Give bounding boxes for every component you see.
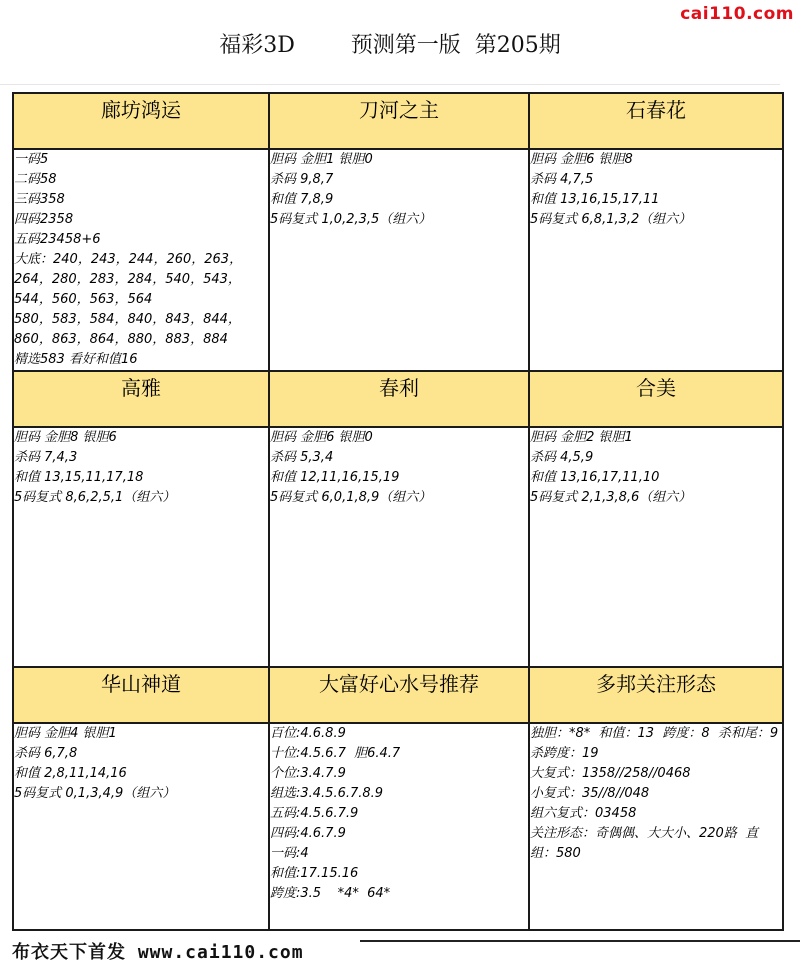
cell-line: 胆码 金胆6 银胆0: [270, 430, 373, 445]
page-title: 福彩3D 预测第一版 第205期: [219, 33, 561, 58]
cell-line: 十位:4.5.6.7 胆6.4.7: [270, 746, 401, 761]
cell-line: 5码复式 6,0,1,8,9（组六）: [270, 490, 432, 505]
cell-line: 580，583，584，840，843，844，860，863，864，880，883，884: [14, 312, 241, 347]
cell-head-7: 华山神道: [13, 667, 269, 723]
cell-head-8: 大富好心水号推荐: [269, 667, 529, 723]
cell-line: 5码复式 1,0,2,3,5（组六）: [270, 212, 432, 227]
cell-line: 二码58: [14, 172, 57, 187]
cell-line: 个位:3.4.7.9: [270, 766, 346, 781]
cell-line: 杀码 7,4,3: [14, 450, 78, 465]
cell-line: 胆码 金胆6 银胆8: [530, 152, 633, 167]
cell-line: 杀码 9,8,7: [270, 172, 334, 187]
cell-body-2: [269, 149, 529, 371]
cell-head-9: 多邦关注形态: [529, 667, 783, 723]
cell-line: 一码5: [14, 152, 49, 167]
cell-body-8: [269, 723, 529, 930]
cell-line: 和值 7,8,9: [270, 192, 334, 207]
cell-line: 关注形态：奇偶偶、大大小、220路 直组：580: [530, 826, 759, 861]
cell-line: 胆码 金胆1 银胆0: [270, 152, 373, 167]
cell-body-3: [529, 149, 783, 371]
cell-line: 五码:4.5.6.7.9: [270, 806, 359, 821]
cell-line: 胆码 金胆2 银胆1: [530, 430, 633, 445]
footer-source: 布衣天下首发 www.cai110.com: [12, 942, 304, 963]
cell-line: 三码358: [14, 192, 65, 207]
cell-line: 和值 13,15,11,17,18: [14, 470, 144, 485]
cell-line: 杀码 4,5,9: [530, 450, 594, 465]
cell-line: 和值 12,11,16,15,19: [270, 470, 400, 485]
cell-head-3: 石春花: [529, 93, 783, 149]
site-logo[interactable]: cai110.com: [680, 4, 794, 24]
cell-line: 组六复式：03458: [530, 806, 637, 821]
cell-line: 杀码 6,7,8: [14, 746, 78, 761]
cell-line: 和值 13,16,15,17,11: [530, 192, 660, 207]
cell-line: 四码:4.6.7.9: [270, 826, 346, 841]
cell-line: 和值 2,8,11,14,16: [14, 766, 127, 781]
cell-line: 小复式：35//8//048: [530, 786, 650, 801]
cell-body-4: [13, 427, 269, 667]
prediction-grid: [12, 92, 787, 931]
cell-body-9: [529, 723, 787, 930]
cell-line: 五码23458+6: [14, 232, 101, 247]
cell-line: 大复式：1358//258//0468: [530, 766, 691, 781]
cell-head-5: 春利: [269, 371, 529, 427]
title-bar: [0, 0, 780, 85]
cell-line: 杀码 5,3,4: [270, 450, 334, 465]
cell-line: 跨度:3.5 *4* 64*: [270, 886, 391, 901]
cell-line: 和值:17.15.16: [270, 866, 359, 881]
cell-line: 百位:4.6.8.9: [270, 726, 346, 741]
cell-line: 杀码 4,7,5: [530, 172, 594, 187]
cell-line: 组选:3.4.5.6.7.8.9: [270, 786, 384, 801]
cell-line: 5码复式 6,8,1,3,2（组六）: [530, 212, 692, 227]
cell-head-1: 廊坊鸿运: [13, 93, 269, 149]
cell-line: 和值 13,16,17,11,10: [530, 470, 660, 485]
cell-body-7: [13, 723, 269, 930]
cell-line: 大底：240，243，244，260，263，264，280，283，284，540，543，544，560，563，564: [14, 252, 243, 307]
cell-line: 独胆：*8* 和值：13 跨度：8 杀和尾：9 杀跨度：19: [530, 726, 787, 761]
cell-line: 胆码 金胆4 银胆1: [14, 726, 117, 741]
cell-head-4: 高雅: [13, 371, 269, 427]
cell-body-6: [529, 427, 783, 667]
cell-head-6: 合美: [529, 371, 783, 427]
cell-line: 5码复式 8,6,2,5,1（组六）: [14, 490, 176, 505]
cell-line: 胆码 金胆8 银胆6: [14, 430, 117, 445]
cell-head-2: 刀河之主: [269, 93, 529, 149]
cell-line: 一码:4: [270, 846, 309, 861]
cell-body-5: [269, 427, 529, 667]
cell-line: 5码复式 2,1,3,8,6（组六）: [530, 490, 692, 505]
cell-body-1: [13, 149, 269, 371]
cell-line: 5码复式 0,1,3,4,9（组六）: [14, 786, 176, 801]
cell-line: 精选583 看好和值16: [14, 352, 138, 367]
cell-line: 四码2358: [14, 212, 74, 227]
footer-divider: [360, 940, 800, 942]
